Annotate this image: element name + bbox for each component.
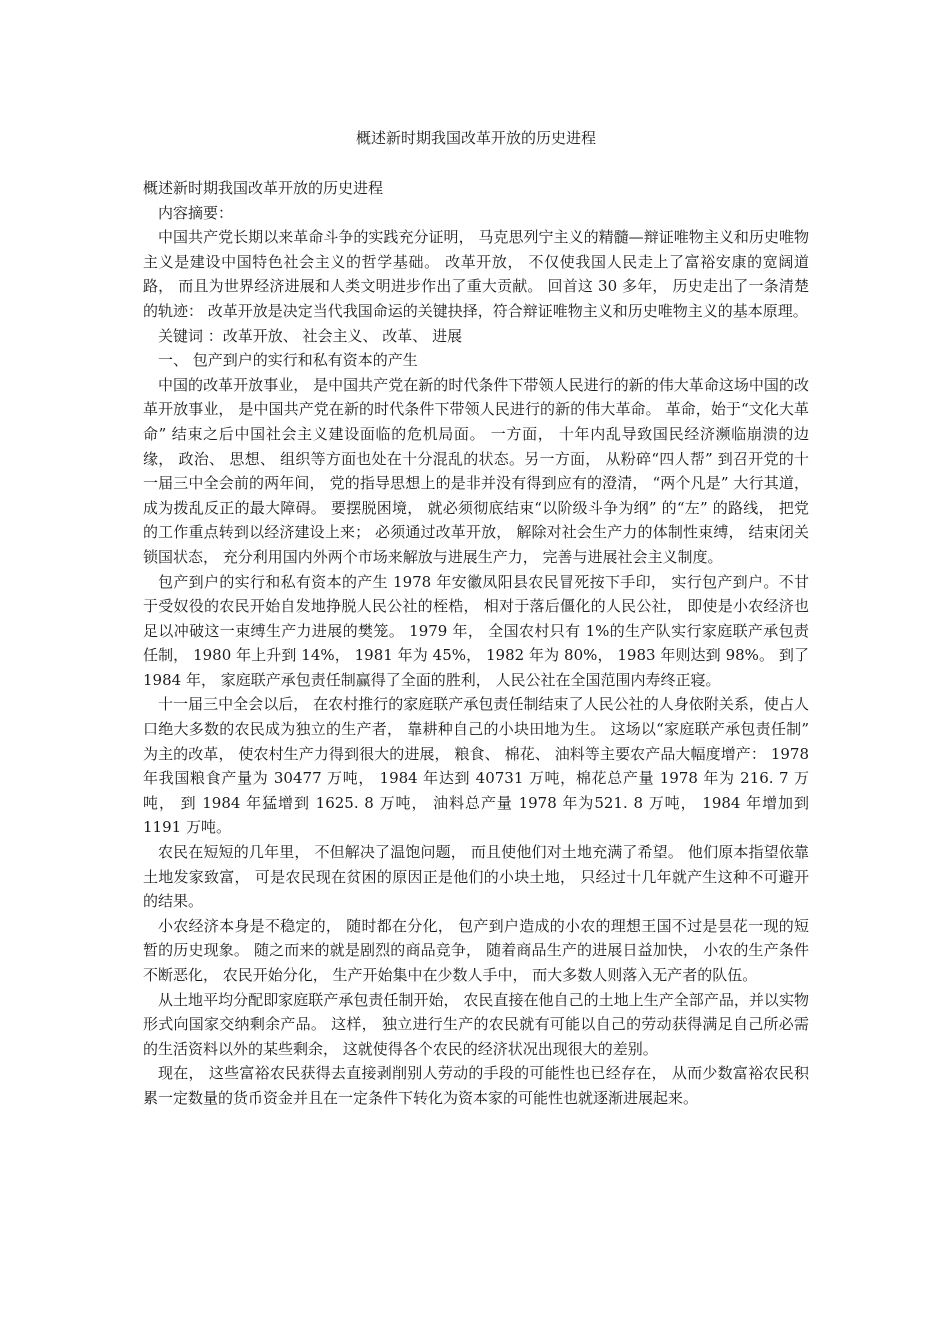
abstract-paragraph: 中国共产党长期以来革命斗争的实践充分证明， 马克思列宁主义的精髓—辩证唯物主义和历史唯物主义是建设中国特色社会主义的哲学基础。 改革开放， 不仅使我国人民走上了富裕安康的宽阔道路， 而且为世界经济进展和人类文明进步作出了重大贡献。 回首这 30 多年， 历史走出了一条清楚的轨迹： 改革开放是决定当代我国命运的关键抉择，符合辩证唯物主义和历史唯物主义的基本原理。 — [143, 228, 809, 320]
body-paragraph: 十一届三中全会以后， 在农村推行的家庭联产承包责任制结束了人民公社的人身依附关系，使占人口绝大多数的农民成为独立的生产者， 靠耕种自己的小块田地为生。 这场以“家庭联产承包责任制” 为主的改革， 使农村生产力得到很大的进展， 粮食、 棉花、 油料等主要农产品大幅度增产： 1978 年我国粮食产量为 30477 万吨， 1984 年达到 40731 万吨，棉花总产量 1978 年为 216. 7 万吨， 到 1984 年猛增到 1625. 8 万吨， 油料总产量 1978 年为521. 8 万吨， 1984 年增加到 1191 万吨。 — [143, 695, 809, 837]
document-title: 概述新时期我国改革开放的历史进程 — [355, 129, 596, 147]
document-subtitle: 概述新时期我国改革开放的历史进程 — [143, 179, 384, 197]
abstract-label: 内容摘要： — [158, 203, 234, 222]
body-paragraph: 农民在短短的几年里， 不但解决了温饱问题， 而且使他们对土地充满了希望。 他们原本指望依靠土地发家致富， 可是农民现在贫困的原因正是他们的小块土地， 只经过十几年就产生这种不可避开的结果。 — [143, 843, 809, 911]
body-paragraph: 小农经济本身是不稳定的， 随时都在分化， 包产到户造成的小农的理想王国不过是昙花一现的短暂的历史现象。 随之而来的就是剧烈的商品竞争， 随着商品生产的进展日益加快， 小农的生产条件不断恶化， 农民开始分化， 生产开始集中在少数人手中， 而大多数人则落入无产者的队伍。 — [143, 916, 809, 984]
section-heading: 一、 包产到户的实行和私有资本的产生 — [158, 351, 418, 370]
body-paragraph: 中国的改革开放事业， 是中国共产党在新的时代条件下带领人民进行的新的伟大革命这场中国的改革开放事业， 是中国共产党在新的时代条件下带领人民进行的新的伟大革命。 革命，始于“文化大革命” 结束之后中国社会主义建设面临的危机局面。 一方面， 十年内乱导致国民经济濒临崩溃的边缘， 政治、 思想、 组织等方面也处在十分混乱的状态。另一方面， 从粉碎“四人帮” 到召开党的十一届三中全会前的两年间， 党的指导思想上的是非并没有得到应有的澄清， “两个凡是” 大行其道， 成为拨乱反正的最大障碍。 要摆脱困境， 就必须彻底结束“以阶级斗争为纲” 的“左” 的路线， 把党的工作重点转到以经济建设上来； 必须通过改革开放， 解除对社会生产力的体制性束缚， 结束闭关锁国状态， 充分利用国内外两个市场来解放与进展生产力， 完善与进展社会主义制度。 — [143, 375, 809, 566]
document-body — [143, 176, 809, 1111]
keywords-line: 关键词 ：改革开放、 社会主义、 改革、 进展 — [158, 326, 463, 345]
body-paragraph: 从土地平均分配即家庭联产承包责任制开始， 农民直接在他自己的土地上生产全部产品，并以实物形式向国家交纳剩余产品。 这样， 独立进行生产的农民就有可能以自己的劳动获得满足自己所必需的生活资料以外的某些剩余， 这就使得各个农民的经济状况出现很大的差别。 — [143, 990, 809, 1058]
body-paragraph: 包产到户的实行和私有资本的产生 1978 年安徽凤阳县农民冒死按下手印， 实行包产到户。不甘于受奴役的农民开始自发地挣脱人民公社的桎梏， 相对于落后僵化的人民公社， 即使是小农经济也足以冲破这一束缚生产力进展的樊笼。 1979 年， 全国农村只有 1%的生产队实行家庭联产承包责任制， 1980 年上升到 14%， 1981 年为 45%， 1982 年为 80%， 1983 年则达到 98%。 到了 1984 年， 家庭联产承包责任制赢得了全面的胜利， 人民公社在全国范围内寿终正寝。 — [143, 572, 809, 689]
body-paragraph: 现在， 这些富裕农民获得去直接剥削别人劳动的手段的可能性也已经存在， 从而少数富裕农民积累一定数量的货币资金并且在一定条件下转化为资本家的可能性也就逐渐进展起来。 — [143, 1064, 809, 1107]
